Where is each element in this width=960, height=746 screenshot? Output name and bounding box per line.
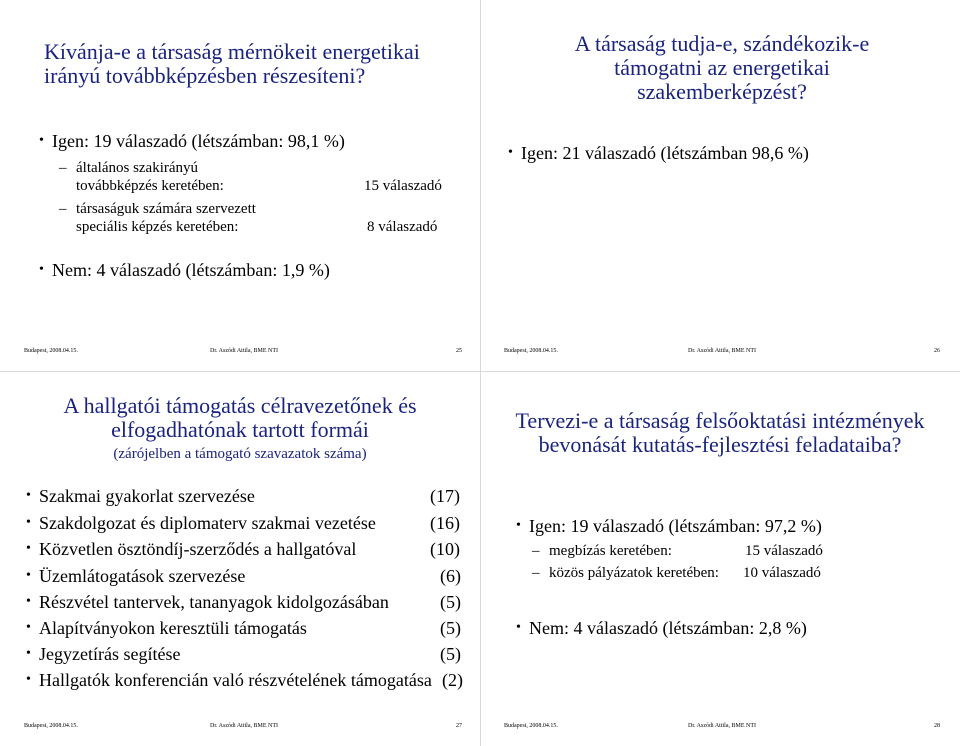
bullet-dot-icon: • — [26, 541, 31, 556]
bullet-dot-icon: • — [26, 488, 31, 503]
dash-icon: – — [59, 201, 67, 217]
footer-page-number: 25 — [456, 348, 462, 354]
footer-page-number: 26 — [934, 348, 940, 354]
item-count: (17) — [430, 486, 460, 506]
sub-bullet-item — [59, 159, 199, 177]
footer-date: Budapest, 2008.04.15. — [24, 348, 78, 354]
item-count: (5) — [440, 618, 461, 638]
slide-27 — [0, 373, 480, 746]
bullet-text: Nem: 4 válaszadó (létszámban: 2,8 %) — [529, 618, 807, 638]
slide-25 — [0, 0, 480, 373]
sub-bullet-item — [59, 200, 256, 218]
bullet-dot-icon: • — [39, 262, 44, 277]
footer-author: Dr. Aszódi Attila, BME NTI — [210, 723, 278, 729]
footer-date: Budapest, 2008.04.15. — [24, 723, 78, 729]
item-count: (16) — [430, 513, 460, 533]
list-item — [26, 591, 389, 613]
bullet-item — [39, 130, 345, 152]
footer-page-number: 28 — [934, 723, 940, 729]
bullet-dot-icon: • — [26, 672, 31, 687]
slide-title: A társaság tudja-e, szándékozik-e támogatni az energetikai szakemberképzést? — [574, 31, 870, 104]
sub-bullet-item — [532, 564, 719, 582]
bullet-dot-icon: • — [508, 145, 513, 160]
bullet-dot-icon: • — [39, 133, 44, 148]
sub-bullet-item — [532, 542, 672, 560]
bullet-text: Nem: 4 válaszadó (létszámban: 1,9 %) — [52, 260, 330, 280]
sub-bullet-line: speciális képzés keretében: — [76, 219, 239, 235]
list-item — [26, 643, 181, 665]
item-text: Szakdolgozat és diplomaterv szakmai vezetése — [39, 513, 376, 533]
bullet-text: Igen: 19 válaszadó (létszámban: 97,2 %) — [529, 516, 822, 536]
bullet-dot-icon: • — [26, 594, 31, 609]
sub-bullet-line: általános szakirányú — [76, 160, 199, 176]
footer-author: Dr. Aszódi Attila, BME NTI — [688, 348, 756, 354]
footer-date: Budapest, 2008.04.15. — [504, 723, 558, 729]
sub-bullet-count: 15 válaszadó — [745, 543, 823, 559]
bullet-dot-icon: • — [26, 568, 31, 583]
slide-subtitle: (zárójelben a támogató szavazatok száma) — [113, 446, 367, 462]
item-text: Üzemlátogatások szervezése — [39, 566, 246, 586]
footer-date: Budapest, 2008.04.15. — [504, 348, 558, 354]
footer-author: Dr. Aszódi Attila, BME NTI — [210, 348, 278, 354]
footer-page-number: 27 — [456, 723, 462, 729]
bullet-item — [508, 142, 809, 164]
list-item — [26, 617, 307, 639]
sub-bullet-count: 15 válaszadó — [364, 178, 442, 194]
item-count: (2) — [442, 670, 463, 690]
list-item — [26, 512, 376, 534]
dash-icon: – — [532, 565, 540, 581]
item-count: (5) — [440, 644, 461, 664]
slide-title: A hallgatói támogatás célravezetőnek és elfogadhatónak tartott formái — [63, 393, 417, 442]
item-text: Alapítványokon keresztüli támogatás — [39, 618, 307, 638]
bullet-text: Igen: 19 válaszadó (létszámban: 98,1 %) — [52, 131, 345, 151]
slide-title: Tervezi-e a társaság felsőoktatási intézmények bevonását kutatás-fejlesztési feladataiba? — [515, 408, 925, 457]
bullet-text: Igen: 21 válaszadó (létszámban 98,6 %) — [521, 143, 809, 163]
item-count: (5) — [440, 592, 461, 612]
dash-icon: – — [59, 160, 67, 176]
list-item — [26, 485, 255, 507]
bullet-dot-icon: • — [26, 515, 31, 530]
list-item — [26, 538, 357, 560]
bullet-dot-icon: • — [26, 646, 31, 661]
bullet-item — [39, 259, 330, 281]
bullet-dot-icon: • — [516, 518, 521, 533]
list-item — [26, 669, 432, 691]
sub-bullet-label: megbízás keretében: — [549, 543, 672, 559]
sub-bullet-count: 10 válaszadó — [743, 565, 821, 581]
slide-26 — [480, 0, 960, 373]
item-count: (6) — [440, 566, 461, 586]
sub-bullet-line: társaságuk számára szervezett — [76, 201, 256, 217]
item-text: Hallgatók konferencián való részvételének támogatása — [39, 670, 432, 690]
bullet-item — [516, 515, 822, 537]
bullet-dot-icon: • — [516, 620, 521, 635]
item-text: Közvetlen ösztöndíj-szerződés a hallgatóval — [39, 539, 357, 559]
slide-title: Kívánja-e a társaság mérnökeit energetikai irányú továbbképzésben részesíteni? — [44, 39, 420, 88]
slide-28 — [480, 373, 960, 746]
sub-bullet-label: közös pályázatok keretében: — [549, 565, 719, 581]
item-text: Jegyzetírás segítése — [39, 644, 181, 664]
sub-bullet-line: továbbképzés keretében: — [76, 178, 224, 194]
item-count: (10) — [430, 539, 460, 559]
sub-bullet-count: 8 válaszadó — [367, 219, 438, 235]
item-text: Szakmai gyakorlat szervezése — [39, 486, 255, 506]
bullet-item — [516, 617, 807, 639]
footer-author: Dr. Aszódi Attila, BME NTI — [688, 723, 756, 729]
list-item — [26, 565, 246, 587]
item-text: Részvétel tantervek, tananyagok kidolgozásában — [39, 592, 389, 612]
dash-icon: – — [532, 543, 540, 559]
bullet-dot-icon: • — [26, 620, 31, 635]
